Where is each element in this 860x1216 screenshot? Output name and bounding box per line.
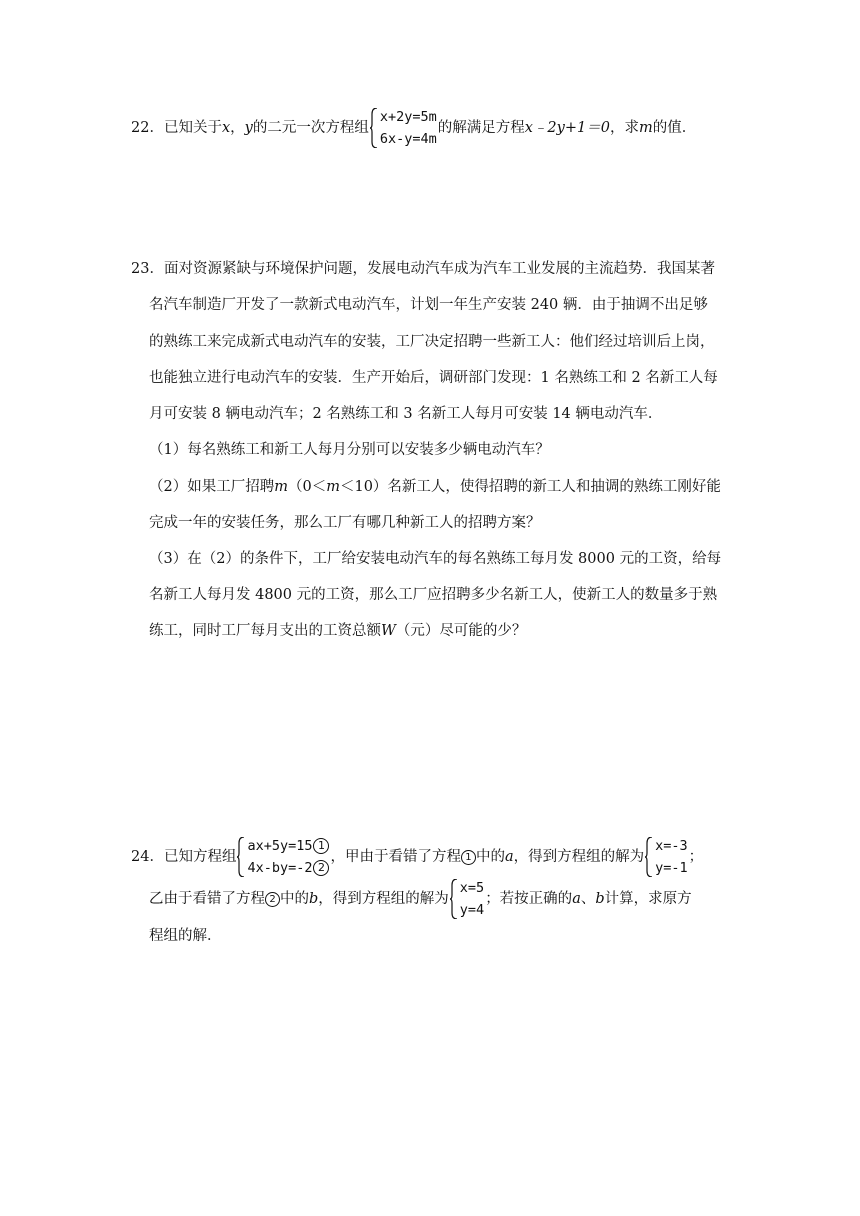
equation-row: 6x-y=4m [379,131,437,147]
question-text: 、 [580,891,596,907]
equation-text: 4x-by=-2 [247,860,313,876]
left-brace-icon [370,108,378,148]
variable-m: m [326,479,340,495]
variable-b: b [595,891,605,907]
variable-x: x [221,120,231,136]
question-text: 面对资源紧缺与环境保护问题，发展电动汽车成为汽车工业发展的主流趋势．我国某著 [163,261,715,277]
equation-system [237,835,329,879]
question-22 [131,106,696,150]
variable-W: W [381,623,396,639]
equation-row [247,857,329,879]
question-24-line-1 [131,835,703,879]
question-text: 乙由于看错了方程 [149,891,265,907]
question-text: ；若按正确的 [485,891,573,907]
equation-system [370,106,437,150]
question-23-part-3: （3）在（2）的条件下，工厂给安装电动汽车的每名熟练工每月发 8000 元的工资，给每 [149,551,722,567]
question-text: （2）如果工厂招聘 [149,479,275,495]
solution-row: x=-3 [655,838,688,854]
equation: x﹣2y+1＝0 [524,120,610,136]
circled-number-icon: 2 [265,892,280,907]
question-23-part-2-line-2: 完成一年的安装任务，那么工厂有哪几种新工人的招聘方案？ [149,515,541,531]
question-number: 23． [131,261,164,277]
question-text: （0＜ [287,479,327,495]
question-number: 24． [131,849,164,865]
question-23-line-1 [131,259,715,279]
question-text: 已知关于 [163,120,222,136]
question-text: ； [688,849,704,865]
variable-y: y [244,120,253,136]
question-text: 已知方程组 [163,849,237,865]
solution-system [645,835,688,879]
question-text: 的解满足方程 [437,120,525,136]
question-text: （元）尽可能的少？ [395,623,527,639]
left-brace-icon [237,837,245,877]
question-23-line-4: 也能独立进行电动汽车的安装．生产开始后，调研部门发现：1 名熟练工和 2 名新工人每 [149,370,718,386]
solution-row: y=4 [459,902,485,918]
question-text: ＜10）名新工人，使得招聘的新工人和抽调的熟练工刚好能 [339,479,721,495]
solution-row: y=-1 [655,860,688,876]
question-text: 的值． [652,120,697,136]
variable-m: m [638,120,653,136]
question-text: ， [230,120,245,136]
equation-row: x+2y=5m [379,109,437,125]
question-23-line-5: 月可安装 8 辆电动汽车；2 名熟练工和 3 名新工人每月可安装 14 辆电动汽车． [149,406,663,422]
question-23-part-1: （1）每名熟练工和新工人每月分别可以安装多少辆电动汽车？ [149,442,550,458]
question-text: ，得到方程组的解为 [513,849,645,865]
solution-system [450,877,484,921]
question-23-line-3: 的熟练工来完成新式电动汽车的安装，工厂决定招聘一些新工人：他们经过培训后上岗， [149,334,715,350]
circled-number-icon: 1 [461,850,476,865]
solution-row: x=5 [459,880,485,896]
question-23-part-3-line-2: 名新工人每月发 4800 元的工资，那么工厂应招聘多少名新工人，使新工人的数量多于熟 [149,587,718,603]
question-text: 计算，求原方 [604,891,692,907]
question-text: ，甲由于看错了方程 [330,849,461,865]
variable-a: a [572,891,581,907]
question-24-line-3: 程组的解． [149,928,222,944]
question-text: ，得到方程组的解为 [318,891,449,907]
question-24-line-2 [149,877,692,921]
variable-a: a [504,849,514,865]
left-brace-icon [645,837,653,877]
equation-row [247,835,329,857]
question-text: 中的 [475,849,505,865]
left-brace-icon [450,879,458,919]
question-text: 的二元一次方程组 [252,120,369,136]
question-23-line-2: 名汽车制造厂开发了一款新式电动汽车，计划一年生产安装 240 辆．由于抽调不出足够 [149,297,708,313]
question-23-part-3-line-3 [149,621,526,641]
question-number: 22． [131,120,164,136]
variable-b: b [309,891,319,907]
question-text: ，求 [609,120,639,136]
equation-text: ax+5y=15 [247,838,313,854]
circled-number-icon: 2 [313,860,329,876]
circled-number-icon: 1 [313,838,329,854]
question-text: 中的 [280,891,309,907]
question-23-part-2 [149,477,721,497]
variable-m: m [274,479,288,495]
question-text: 练工，同时工厂每月支出的工资总额 [149,623,381,639]
